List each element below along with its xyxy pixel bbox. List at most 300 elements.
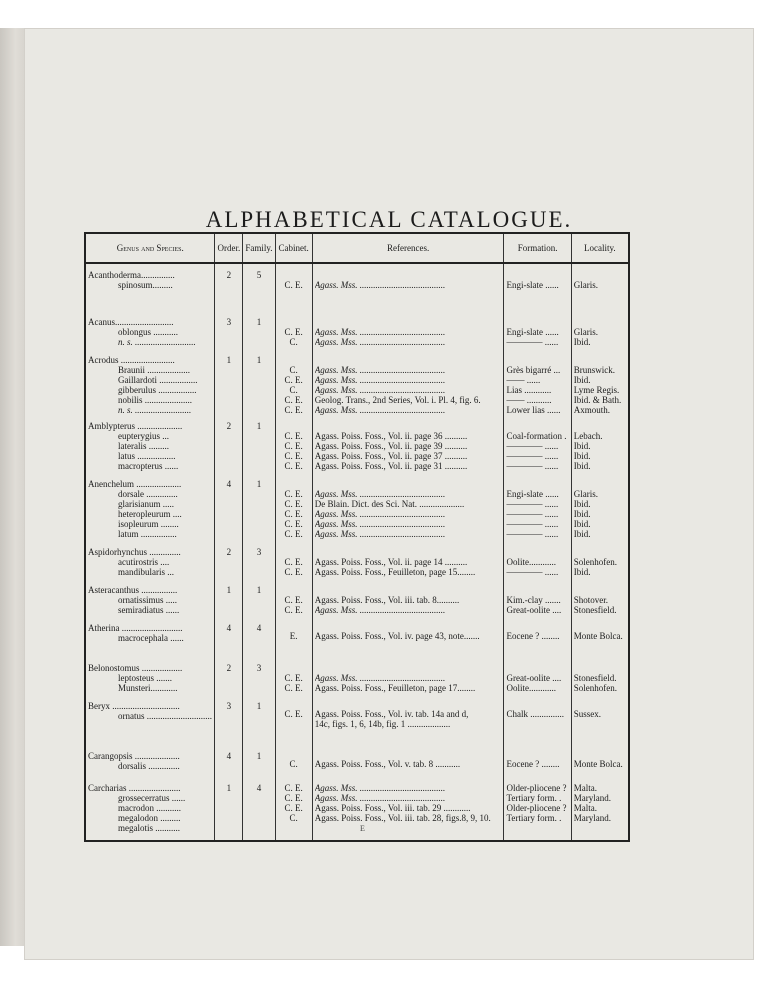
- references-cell-line: Agass. Mss. ......................................: [314, 280, 446, 290]
- formation-cell-line: Oolite............: [506, 683, 556, 693]
- locality-cell-line: [574, 317, 626, 327]
- genus-species-cell: [85, 777, 215, 841]
- references-cell-line: De Blain. Dict. des Sci. Nat. ....................: [314, 499, 465, 509]
- formation-cell-line: Coal-formation .: [506, 431, 567, 441]
- order-cell: [215, 579, 243, 617]
- order-cell-line: 3: [226, 317, 232, 327]
- order-cell: [215, 745, 243, 777]
- cabinet-cell-line: [278, 421, 310, 431]
- genus-species-cell-line: latus .................: [118, 451, 176, 461]
- genus-species-cell-line: macrocephala ......: [118, 633, 184, 643]
- header-cabinet: Cabinet.: [275, 233, 312, 263]
- formation-cell-line: ———— ......: [506, 441, 559, 451]
- cabinet-cell: [275, 617, 312, 657]
- locality-cell-line: Shotover.: [573, 595, 608, 605]
- genus-species-cell-line: Carangopsis ....................: [88, 751, 180, 761]
- family-cell-line: 1: [256, 317, 262, 327]
- genus-species-cell-line: Acanus..........................: [88, 317, 174, 327]
- catalogue-table: [84, 232, 630, 842]
- table-row: [85, 541, 629, 579]
- references-cell-line: Agass. Poiss. Foss., Vol. iv. page 43, note.......: [314, 631, 480, 641]
- genus-species-cell-line: megalodon .........: [118, 813, 181, 823]
- cabinet-cell: [275, 657, 312, 695]
- formation-cell: [504, 657, 571, 695]
- references-cell: [312, 473, 504, 541]
- genus-species-cell-line: Munsteri............: [118, 683, 178, 693]
- cabinet-cell: [275, 745, 312, 777]
- genus-species-cell-line: gibberulus .................: [118, 385, 197, 395]
- locality-cell: [571, 579, 629, 617]
- references-cell: [312, 263, 504, 311]
- table-body: [85, 263, 629, 841]
- locality-cell: [571, 657, 629, 695]
- locality-cell: [571, 349, 629, 415]
- cabinet-cell-line: C. E.: [284, 519, 303, 529]
- references-cell-line: Agass. Mss. ......................................: [314, 405, 446, 415]
- formation-cell-line: —— ...........: [506, 395, 552, 405]
- cabinet-cell-line: C. E.: [284, 709, 303, 719]
- genus-species-cell-line: Atherina ...........................: [88, 623, 183, 633]
- cabinet-cell-line: C. E.: [284, 327, 303, 337]
- formation-cell-line: ———— ......: [506, 461, 559, 471]
- cabinet-cell-line: C. E.: [284, 529, 303, 539]
- locality-cell-line: Sussex.: [573, 709, 601, 719]
- formation-cell-line: Lias ............: [506, 385, 552, 395]
- table-row: [85, 311, 629, 349]
- locality-cell-line: Brunswick.: [573, 365, 615, 375]
- formation-cell-line: Engi-slate ......: [506, 489, 559, 499]
- family-cell-line: 1: [256, 751, 262, 761]
- cabinet-cell: [275, 415, 312, 473]
- genus-species-cell-line: Amblypterus ....................: [88, 421, 183, 431]
- references-cell-line: [315, 270, 502, 280]
- genus-species-cell-line: ornatissimus .....: [118, 595, 178, 605]
- cabinet-cell-line: C. E.: [284, 595, 303, 605]
- locality-cell: [571, 745, 629, 777]
- genus-species-cell-line: Acanthoderma...............: [88, 270, 175, 280]
- locality-cell-line: Glaris.: [573, 327, 598, 337]
- book-spine: [0, 28, 27, 946]
- order-cell: [215, 657, 243, 695]
- genus-species-cell: [85, 473, 215, 541]
- locality-cell-line: Axmouth.: [573, 405, 610, 415]
- genus-species-cell: [85, 263, 215, 311]
- genus-species-cell-line: Gaillardoti .................: [118, 375, 198, 385]
- references-cell-line: Agass. Poiss. Foss., Vol. iv. tab. 14a and d,: [314, 709, 469, 719]
- references-cell-line: [315, 355, 502, 365]
- locality-cell: [571, 777, 629, 841]
- genus-species-cell-line: grossecerratus ......: [118, 793, 186, 803]
- order-cell: [215, 349, 243, 415]
- references-cell-line: Agass. Mss. ......................................: [314, 673, 446, 683]
- locality-cell-line: Ibid.: [573, 567, 591, 577]
- genus-species-cell-line: dorsale ..............: [118, 489, 178, 499]
- locality-cell-line: Solenhofen.: [573, 683, 617, 693]
- cabinet-cell-line: C. E.: [284, 499, 303, 509]
- references-cell-line: [315, 547, 502, 557]
- references-cell-line: Agass. Mss. ......................................: [314, 783, 446, 793]
- formation-cell-line: [506, 317, 568, 327]
- formation-cell-line: [506, 663, 568, 673]
- locality-cell-line: [574, 355, 626, 365]
- cabinet-cell-line: C. E.: [284, 375, 303, 385]
- formation-cell: [504, 579, 571, 617]
- table-row: [85, 657, 629, 695]
- formation-cell-line: Oolite............: [506, 557, 556, 567]
- locality-cell: [571, 617, 629, 657]
- references-cell: [312, 541, 504, 579]
- formation-cell-line: Eocene ? ........: [506, 631, 560, 641]
- cabinet-cell-line: C. E.: [284, 567, 303, 577]
- references-cell-line: Agass. Mss. ......................................: [314, 519, 446, 529]
- references-cell-line: Agass. Poiss. Foss., Vol. iii. tab. 28, figs.8, 9, 10.: [314, 813, 491, 823]
- table-row: [85, 745, 629, 777]
- order-cell: [215, 695, 243, 745]
- locality-cell-line: [574, 585, 626, 595]
- genus-species-cell-line: ornatus .............................: [118, 711, 212, 721]
- locality-cell-line: Ibid.: [573, 451, 591, 461]
- cabinet-cell-line: C.: [289, 365, 298, 375]
- header-family: Family.: [243, 233, 275, 263]
- locality-cell-line: Ibid.: [573, 441, 591, 451]
- order-cell-line: 2: [226, 421, 232, 431]
- order-cell-line: 1: [226, 585, 232, 595]
- genus-species-cell-line: Acrodus ........................: [88, 355, 175, 365]
- cabinet-cell-line: C. E.: [284, 673, 303, 683]
- locality-cell-line: Ibid.: [573, 499, 591, 509]
- formation-cell: [504, 745, 571, 777]
- formation-cell-line: Engi-slate ......: [506, 280, 559, 290]
- family-cell: [243, 777, 275, 841]
- cabinet-cell-line: C.: [289, 813, 298, 823]
- cabinet-cell: [275, 579, 312, 617]
- genus-species-cell: [85, 657, 215, 695]
- formation-cell-line: [506, 479, 568, 489]
- header-locality: Locality.: [571, 233, 629, 263]
- table-row: [85, 473, 629, 541]
- cabinet-cell-line: C. E.: [284, 489, 303, 499]
- locality-cell-line: [574, 479, 626, 489]
- table-row: [85, 617, 629, 657]
- genus-species-cell: [85, 311, 215, 349]
- genus-species-cell-line: eupterygius ...: [118, 431, 169, 441]
- references-cell-line: Agass. Poiss. Foss., Vol. ii. page 37 ..........: [314, 451, 468, 461]
- genus-species-cell-line: macropterus ......: [118, 461, 179, 471]
- cabinet-cell-line: [278, 317, 310, 327]
- genus-species-cell: [85, 415, 215, 473]
- references-cell-line: Agass. Mss. ......................................: [314, 509, 446, 519]
- family-cell: [243, 579, 275, 617]
- family-cell-line: 4: [256, 623, 262, 633]
- genus-species-cell-line: Carcharias .......................: [88, 783, 181, 793]
- order-cell: [215, 415, 243, 473]
- references-cell-line: 14c, figs. 1, 6, 14b, fig. 1 ...................: [314, 719, 451, 729]
- cabinet-cell-line: C.: [289, 385, 298, 395]
- genus-species-cell: [85, 349, 215, 415]
- table-row: [85, 415, 629, 473]
- formation-cell-line: Great-oolite ....: [506, 605, 562, 615]
- formation-cell-line: Tertiary form. .: [506, 793, 562, 803]
- family-cell: [243, 311, 275, 349]
- genus-species-cell: [85, 745, 215, 777]
- references-cell: [312, 415, 504, 473]
- locality-cell-line: Maryland.: [573, 793, 611, 803]
- order-cell: [215, 311, 243, 349]
- formation-cell: [504, 349, 571, 415]
- cabinet-cell-line: C.: [289, 337, 298, 347]
- locality-cell-line: Ibid.: [573, 461, 591, 471]
- cabinet-cell-line: C.: [289, 759, 298, 769]
- genus-species-cell-line: Asteracanthus ................: [88, 585, 178, 595]
- formation-cell: [504, 415, 571, 473]
- table-row: [85, 263, 629, 311]
- references-cell-line: Agass. Poiss. Foss., Vol. v. tab. 8 ...........: [314, 759, 461, 769]
- order-cell-line: 4: [226, 479, 232, 489]
- cabinet-cell-line: [278, 270, 310, 280]
- references-cell-line: [315, 585, 502, 595]
- family-cell: [243, 349, 275, 415]
- cabinet-cell-line: C. E.: [284, 280, 303, 290]
- cabinet-cell: [275, 349, 312, 415]
- formation-cell-line: Older-pliocene ?: [506, 803, 567, 813]
- genus-species-cell-line: oblongus ...........: [118, 327, 179, 337]
- genus-species-cell-line: latum ................: [118, 529, 177, 539]
- locality-cell: [571, 263, 629, 311]
- references-cell: [312, 349, 504, 415]
- locality-cell-line: Monte Bolca.: [573, 759, 623, 769]
- family-cell: [243, 657, 275, 695]
- references-cell-line: Agass. Mss. ......................................: [314, 793, 446, 803]
- references-cell-line: Agass. Mss. ......................................: [314, 375, 446, 385]
- references-cell-line: Agass. Mss. ......................................: [314, 529, 446, 539]
- cabinet-cell: [275, 473, 312, 541]
- locality-cell-line: Ibid.: [573, 509, 591, 519]
- formation-cell-line: [506, 547, 568, 557]
- genus-species-cell-line: dorsalis ..............: [118, 761, 180, 771]
- locality-cell-line: Monte Bolca.: [573, 631, 623, 641]
- locality-cell: [571, 415, 629, 473]
- genus-species-cell-line: heteropleurum ....: [118, 509, 182, 519]
- order-cell-line: 3: [226, 701, 232, 711]
- formation-cell-line: Older-pliocene ?: [506, 783, 567, 793]
- formation-cell-line: Great-oolite ....: [506, 673, 562, 683]
- formation-cell-line: Kim.-clay .......: [506, 595, 561, 605]
- references-cell-line: Agass. Mss. ......................................: [314, 327, 446, 337]
- references-cell-line: Agass. Mss. ......................................: [314, 489, 446, 499]
- references-cell: [312, 695, 504, 745]
- family-cell-line: 3: [256, 547, 262, 557]
- family-cell-line: 5: [256, 270, 262, 280]
- formation-cell: [504, 263, 571, 311]
- cabinet-cell: [275, 777, 312, 841]
- formation-cell-line: Eocene ? ........: [506, 759, 560, 769]
- locality-cell: [571, 695, 629, 745]
- references-cell-line: Agass. Poiss. Foss., Vol. ii. page 14 ..........: [314, 557, 468, 567]
- references-cell-line: Agass. Poiss. Foss., Vol. iii. tab. 8..........: [314, 595, 460, 605]
- cabinet-cell-line: C. E.: [284, 405, 303, 415]
- locality-cell-line: Ibid.: [573, 375, 591, 385]
- family-cell: [243, 263, 275, 311]
- family-cell: [243, 617, 275, 657]
- formation-cell-line: Chalk ...............: [506, 709, 564, 719]
- formation-cell-line: —— ......: [506, 375, 541, 385]
- locality-cell-line: [574, 270, 626, 280]
- cabinet-cell-line: C. E.: [284, 783, 303, 793]
- formation-cell-line: [506, 421, 568, 431]
- references-cell-line: [315, 317, 502, 327]
- genus-species-cell-line: lateralis .........: [118, 441, 169, 451]
- signature-mark: E: [360, 824, 365, 833]
- cabinet-cell: [275, 695, 312, 745]
- genus-species-cell-line: megalotis ...........: [118, 823, 180, 833]
- cabinet-cell-line: C. E.: [284, 605, 303, 615]
- header-formation: Formation.: [504, 233, 571, 263]
- genus-species-cell: [85, 541, 215, 579]
- formation-cell: [504, 473, 571, 541]
- genus-species-cell: [85, 617, 215, 657]
- references-cell-line: Agass. Mss. ......................................: [314, 365, 446, 375]
- family-cell: [243, 541, 275, 579]
- locality-cell: [571, 311, 629, 349]
- genus-species-cell-line: macrodon ...........: [118, 803, 181, 813]
- references-cell: [312, 777, 504, 841]
- genus-species-cell-line: glarisianum .....: [118, 499, 174, 509]
- family-cell: [243, 695, 275, 745]
- references-cell-line: Agass. Mss. ......................................: [314, 605, 446, 615]
- references-cell-line: Agass. Mss. ......................................: [314, 337, 446, 347]
- locality-cell-line: Malta.: [573, 803, 597, 813]
- references-cell-line: Agass. Poiss. Foss., Feuilleton, page 17........: [314, 683, 476, 693]
- order-cell-line: 2: [226, 547, 232, 557]
- genus-species-cell: [85, 695, 215, 745]
- references-cell-line: Geolog. Trans., 2nd Series, Vol. i. Pl. 4, fig. 6.: [314, 395, 481, 405]
- references-cell: [312, 617, 504, 657]
- references-cell-line: Agass. Poiss. Foss., Vol. ii. page 31 ..........: [314, 461, 468, 471]
- locality-cell-line: [574, 547, 626, 557]
- genus-species-cell-line: Aspidorhynchus ..............: [88, 547, 181, 557]
- locality-cell: [571, 541, 629, 579]
- references-cell-line: [315, 663, 502, 673]
- references-cell: [312, 579, 504, 617]
- locality-cell-line: Maryland.: [573, 813, 611, 823]
- cabinet-cell-line: C. E.: [284, 431, 303, 441]
- references-cell-line: [315, 421, 502, 431]
- header-references: References.: [312, 233, 504, 263]
- genus-species-cell: [85, 579, 215, 617]
- order-cell-line: 1: [226, 355, 232, 365]
- formation-cell-line: [506, 585, 568, 595]
- formation-cell-line: Lower lias ......: [506, 405, 561, 415]
- order-cell: [215, 263, 243, 311]
- cabinet-cell-line: [278, 585, 310, 595]
- locality-cell-line: Ibid.: [573, 519, 591, 529]
- genus-species-cell-line: n. s. ...........................: [118, 337, 196, 347]
- formation-cell-line: Grès bigarré ...: [506, 365, 561, 375]
- genus-species-cell-line: spinosum.........: [118, 280, 173, 290]
- references-cell-line: Agass. Mss. ......................................: [314, 385, 446, 395]
- cabinet-cell-line: C. E.: [284, 461, 303, 471]
- order-cell: [215, 777, 243, 841]
- formation-cell-line: ———— ......: [506, 451, 559, 461]
- order-cell-line: 4: [226, 751, 232, 761]
- family-cell: [243, 745, 275, 777]
- table-row: [85, 695, 629, 745]
- formation-cell-line: ———— ......: [506, 529, 559, 539]
- locality-cell-line: Malta.: [573, 783, 597, 793]
- cabinet-cell-line: C. E.: [284, 803, 303, 813]
- genus-species-cell-line: n. s. .........................: [118, 405, 192, 415]
- locality-cell-line: Lebach.: [573, 431, 603, 441]
- cabinet-cell-line: C. E.: [284, 557, 303, 567]
- family-cell-line: 1: [256, 701, 262, 711]
- formation-cell-line: [506, 270, 568, 280]
- formation-cell-line: ———— ......: [506, 567, 559, 577]
- cabinet-cell: [275, 263, 312, 311]
- cabinet-cell-line: C. E.: [284, 509, 303, 519]
- header-order: Order.: [215, 233, 243, 263]
- order-cell: [215, 541, 243, 579]
- formation-cell: [504, 617, 571, 657]
- cabinet-cell-line: [278, 663, 310, 673]
- formation-cell: [504, 777, 571, 841]
- locality-cell-line: Glaris.: [573, 489, 598, 499]
- locality-cell-line: Ibid. & Bath.: [573, 395, 622, 405]
- cabinet-cell-line: C. E.: [284, 441, 303, 451]
- cabinet-cell-line: C. E.: [284, 395, 303, 405]
- cabinet-cell-line: C. E.: [284, 451, 303, 461]
- formation-cell-line: Tertiary form. .: [506, 813, 562, 823]
- genus-species-cell-line: Braunii ...................: [118, 365, 190, 375]
- formation-cell-line: [506, 355, 568, 365]
- genus-species-cell-line: Anenchelum ....................: [88, 479, 182, 489]
- cabinet-cell: [275, 311, 312, 349]
- table-row: [85, 349, 629, 415]
- locality-cell-line: Stonesfield.: [573, 605, 617, 615]
- references-cell-line: Agass. Poiss. Foss., Vol. iii. tab. 29 ............: [314, 803, 471, 813]
- genus-species-cell-line: nobilis .....................: [118, 395, 193, 405]
- locality-cell-line: Solenhofen.: [573, 557, 617, 567]
- formation-cell-line: ———— ......: [506, 509, 559, 519]
- formation-cell-line: ———— ......: [506, 337, 559, 347]
- references-cell: [312, 745, 504, 777]
- genus-species-cell-line: acutirostris ....: [118, 557, 170, 567]
- genus-species-cell-line: leptosteus .......: [118, 673, 172, 683]
- cabinet-cell-line: E.: [289, 631, 298, 641]
- family-cell-line: 3: [256, 663, 262, 673]
- order-cell-line: 4: [226, 623, 232, 633]
- order-cell-line: 2: [226, 663, 232, 673]
- order-cell-line: 2: [226, 270, 232, 280]
- cabinet-cell: [275, 541, 312, 579]
- locality-cell-line: Stonesfield.: [573, 673, 617, 683]
- genus-species-cell-line: Belonostomus ..................: [88, 663, 183, 673]
- family-cell-line: 1: [256, 585, 262, 595]
- genus-species-cell-line: semiradiatus ......: [118, 605, 180, 615]
- genus-species-cell-line: mandibularis ...: [118, 567, 174, 577]
- header-genus: Genus and Species.: [85, 233, 215, 263]
- references-cell-line: [315, 479, 502, 489]
- formation-cell: [504, 695, 571, 745]
- family-cell-line: 1: [256, 479, 262, 489]
- family-cell-line: 1: [256, 355, 262, 365]
- page-title: ALPHABETICAL CATALOGUE.: [205, 207, 573, 232]
- locality-cell: [571, 473, 629, 541]
- order-cell: [215, 473, 243, 541]
- references-cell: [312, 311, 504, 349]
- table-header-row: [85, 233, 629, 263]
- formation-cell: [504, 541, 571, 579]
- formation-cell-line: ———— ......: [506, 499, 559, 509]
